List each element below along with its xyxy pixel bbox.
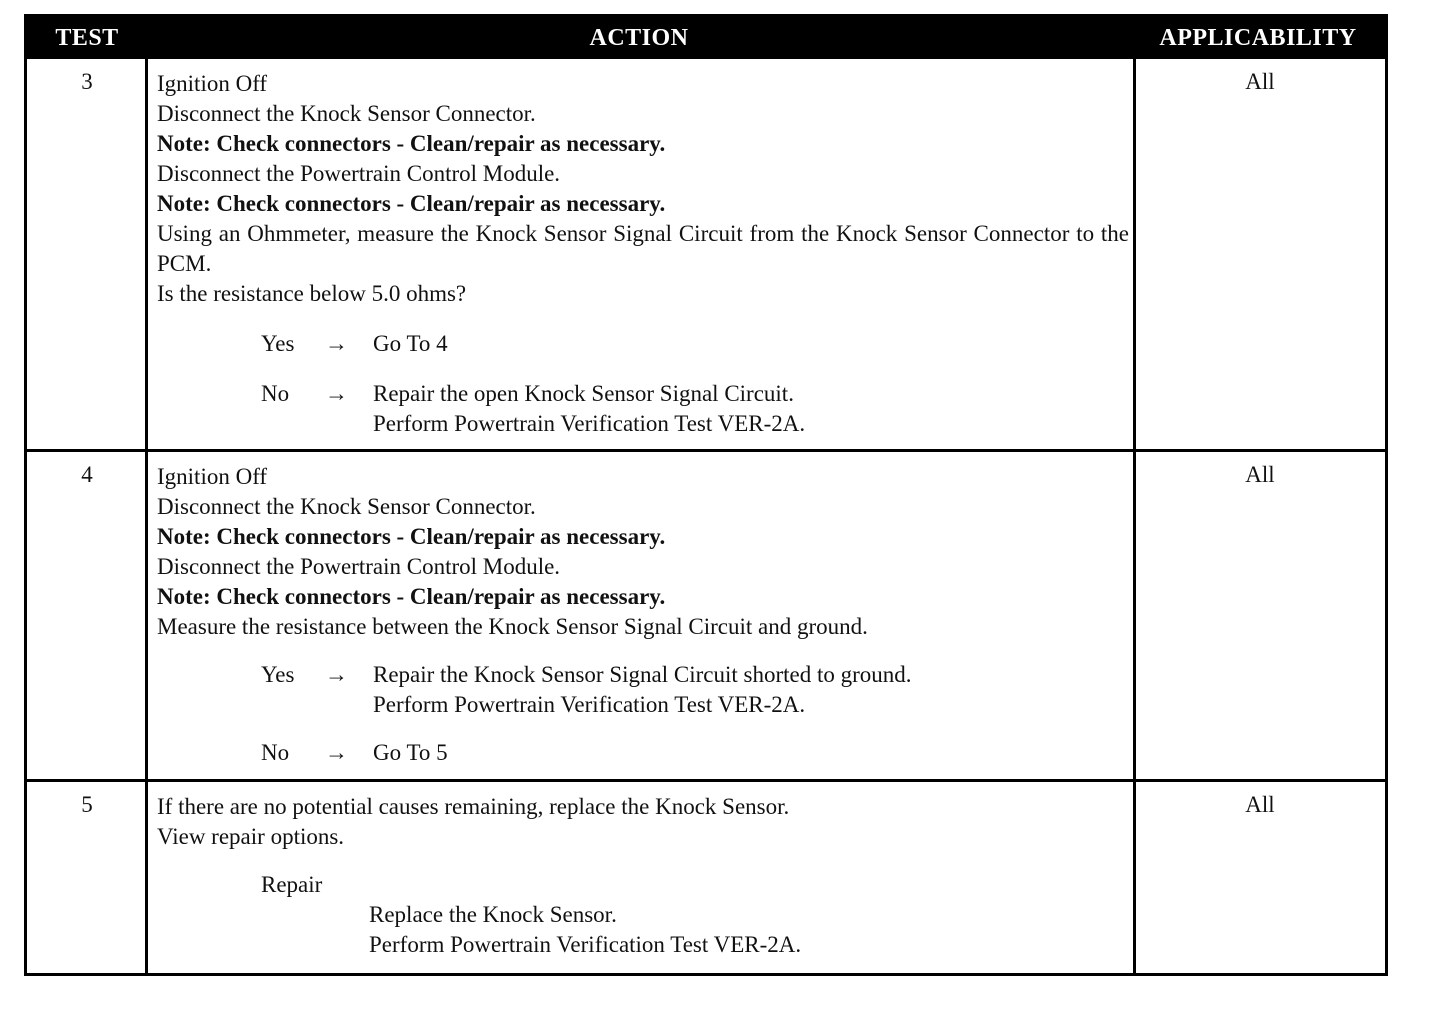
header-applicability: APPLICABILITY <box>1159 25 1357 51</box>
question-line: Is the resistance below 5.0 ohms? <box>157 281 467 306</box>
table-row <box>27 449 1385 782</box>
repair-text: Perform Powertrain Verification Test VER-2A. <box>369 932 802 957</box>
note-line: Note: Check connectors - Clean/repair as necessary. <box>157 131 666 156</box>
yes-label: Yes <box>261 662 295 687</box>
arrow-icon: → <box>325 740 348 765</box>
action-cell <box>157 792 1129 960</box>
no-option <box>261 379 1129 439</box>
note-line: Note: Check connectors - Clean/repair as necessary. <box>157 584 666 609</box>
arrow-icon: → <box>325 331 348 356</box>
action-line: If there are no potential causes remaining, replace the Knock Sensor. <box>157 794 790 819</box>
no-option <box>261 738 1129 768</box>
arrow-icon: → <box>325 381 348 406</box>
header-test: TEST <box>55 25 119 51</box>
table-row <box>27 779 1385 973</box>
header-action: ACTION <box>589 25 689 51</box>
yes-label: Yes <box>261 331 295 356</box>
yes-option <box>261 660 1129 720</box>
note-line: Note: Check connectors - Clean/repair as necessary. <box>157 191 666 216</box>
action-line: Ignition Off <box>157 71 268 96</box>
repair-label: Repair <box>261 872 323 897</box>
applicability-cell: All <box>1245 69 1275 94</box>
action-line: Disconnect the Powertrain Control Module. <box>157 161 561 186</box>
test-number: 5 <box>81 792 93 817</box>
action-cell <box>157 462 1129 768</box>
no-result: Repair the open Knock Sensor Signal Circuit. Perform Powertrain Verification Test VER-2A. <box>373 381 806 436</box>
arrow-icon: → <box>325 662 348 687</box>
action-line: Ignition Off <box>157 464 268 489</box>
yes-option <box>261 329 1129 359</box>
table-header <box>27 17 1385 59</box>
applicability-cell: All <box>1245 792 1275 817</box>
test-number: 4 <box>81 462 93 487</box>
action-line: Disconnect the Knock Sensor Connector. <box>157 101 536 126</box>
yes-result: Repair the Knock Sensor Signal Circuit shorted to ground. Perform Powertrain Verification Test VER-2A. <box>373 662 912 717</box>
no-result: Go To 5 <box>373 740 448 765</box>
action-line: Using an Ohmmeter, measure the Knock Sensor Signal Circuit from the Knock Sensor Connector to the PCM. <box>157 221 1129 276</box>
yes-result: Go To 4 <box>373 331 448 356</box>
table-row <box>27 59 1385 449</box>
action-cell <box>157 69 1129 439</box>
action-line: Disconnect the Powertrain Control Module. <box>157 554 561 579</box>
action-line: Measure the resistance between the Knock Sensor Signal Circuit and ground. <box>157 614 868 639</box>
note-line: Note: Check connectors - Clean/repair as necessary. <box>157 524 666 549</box>
repair-text: Replace the Knock Sensor. <box>369 902 617 927</box>
no-label: No <box>261 740 290 765</box>
applicability-cell: All <box>1245 462 1275 487</box>
action-line: Disconnect the Knock Sensor Connector. <box>157 494 536 519</box>
diagnostic-table <box>24 14 1388 976</box>
test-number: 3 <box>81 69 93 94</box>
no-label: No <box>261 381 290 406</box>
action-line: View repair options. <box>157 824 345 849</box>
